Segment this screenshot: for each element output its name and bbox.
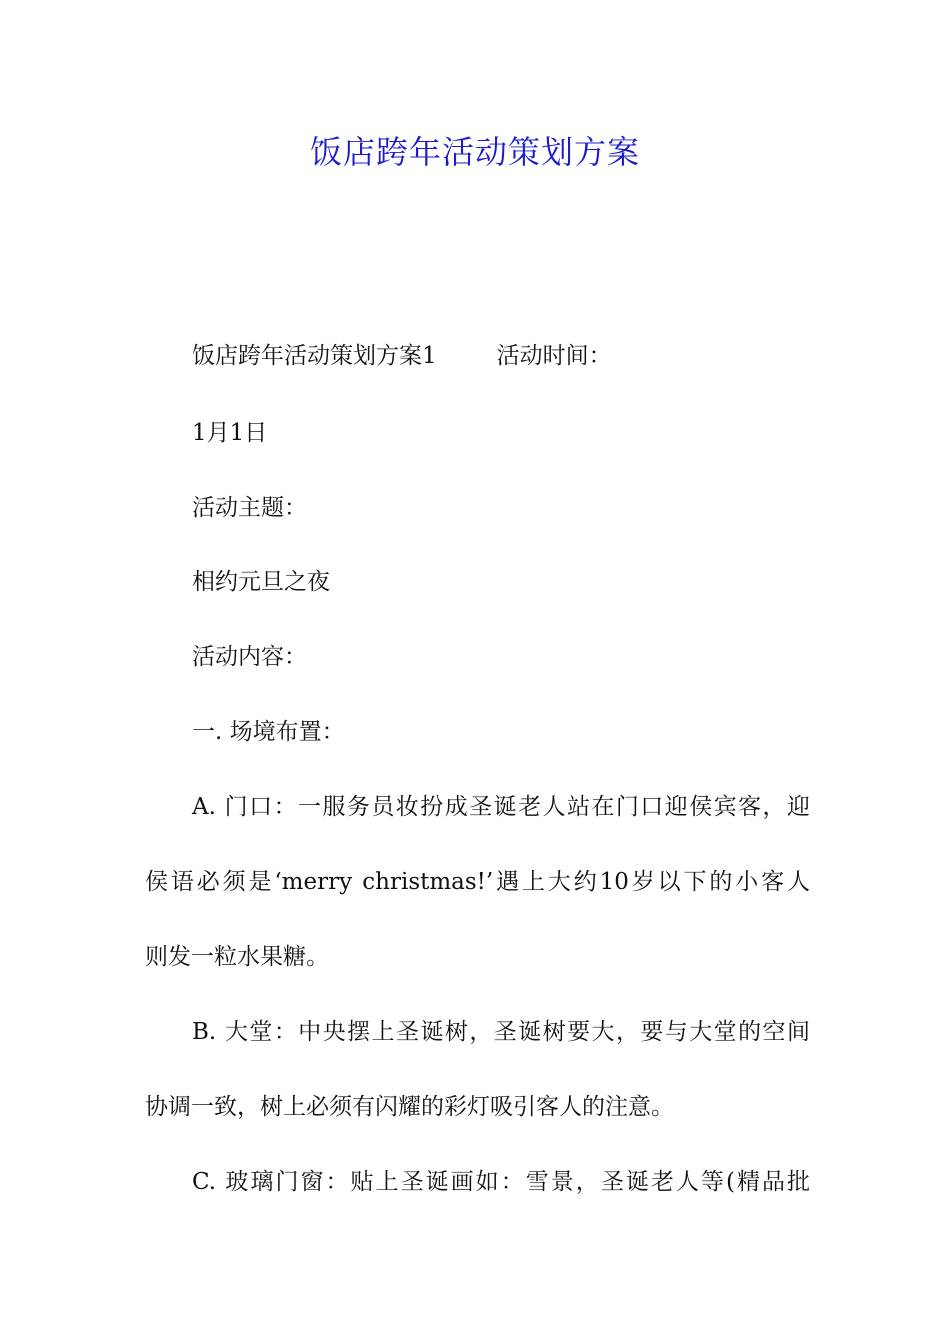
- paragraph-line: B. 大堂：中央摆上圣诞树，圣诞树要大，要与大堂的空间: [192, 1019, 810, 1045]
- paragraph-line: 则发一粒水果糖。: [145, 944, 329, 970]
- activity-date: 1月1日: [192, 420, 268, 446]
- section-heading: 一. 场境布置：: [192, 719, 345, 745]
- document-title: 饭店跨年活动策划方案: [309, 133, 640, 171]
- paragraph-line: A. 门口：一服务员妆扮成圣诞老人站在门口迎侯宾客，迎: [192, 794, 810, 820]
- activity-content-label: 活动内容：: [192, 644, 307, 670]
- paragraph-heading-line: [192, 340, 612, 372]
- activity-theme: 相约元旦之夜: [192, 569, 330, 595]
- activity-theme-label: 活动主题：: [192, 495, 307, 521]
- activity-time-label: 活动时间：: [496, 343, 612, 369]
- paragraph-line: 侯语必须是‘merry christmas!’遇上大约10岁以下的小客人: [145, 869, 810, 895]
- paragraph-line: C. 玻璃门窗：贴上圣诞画如：雪景，圣诞老人等(精品批: [192, 1169, 810, 1195]
- plan-heading: 饭店跨年活动策划方案1: [192, 343, 437, 369]
- paragraph-line: 协调一致，树上必须有闪耀的彩灯吸引客人的注意。: [145, 1094, 674, 1120]
